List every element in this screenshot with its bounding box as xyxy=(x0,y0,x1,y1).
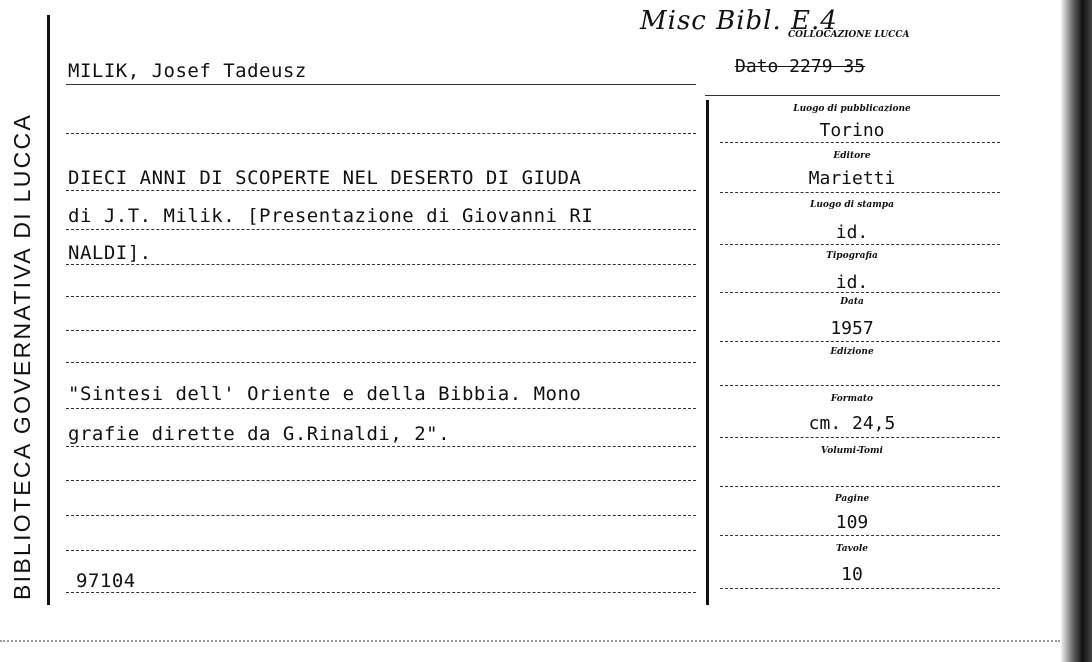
field-value-date: 1957 xyxy=(830,318,874,339)
field-rule xyxy=(720,244,1000,245)
blank-rule xyxy=(66,480,696,481)
field-label-publisher: Editore xyxy=(833,151,871,161)
inventory-number: 97104 xyxy=(76,570,136,592)
field-label-place: Luogo di pubblicazione xyxy=(793,104,911,114)
inventory-rule xyxy=(66,592,696,593)
field-value-plates: 10 xyxy=(841,564,863,585)
blank-rule xyxy=(66,515,696,516)
title-line: di J.T. Milik. [Presentazione di Giovanni RI xyxy=(68,205,594,227)
blank-rule xyxy=(66,550,696,551)
blank-rule xyxy=(66,296,696,297)
right-header-rule xyxy=(705,95,1000,96)
library-side-label xyxy=(2,20,42,610)
field-value-place: Torino xyxy=(819,120,885,141)
field-rule xyxy=(720,142,1000,143)
field-label-printer: Tipografia xyxy=(826,251,878,261)
side-label-svg xyxy=(2,20,42,610)
field-value-publisher: Marietti xyxy=(808,168,896,189)
field-rule xyxy=(720,341,1000,342)
title-line: DIECI ANNI DI SCOPERTE NEL DESERTO DI GIUDA xyxy=(68,167,582,189)
field-rule xyxy=(720,292,1000,293)
handwritten-shelfmark: Misc Bibl. E.4 xyxy=(640,6,838,36)
side-label-text: BIBLIOTECA GOVERNATIVA DI LUCCA xyxy=(9,112,35,600)
field-rule xyxy=(720,535,1000,536)
field-value-pages: 109 xyxy=(835,512,869,533)
title-rule xyxy=(66,190,696,191)
series-rule xyxy=(66,408,696,409)
field-label-volumes: Volumi-Tomi xyxy=(821,446,883,456)
field-label-print-place: Luogo di stampa xyxy=(810,200,894,210)
struck-out-date: Dato 2279 35 xyxy=(735,56,866,77)
field-label-date: Data xyxy=(840,297,864,307)
field-label-edition: Edizione xyxy=(830,347,874,357)
field-rule xyxy=(720,588,1000,589)
series-rule xyxy=(66,446,696,447)
title-rule xyxy=(66,264,696,265)
collocazione-label: COLLOCAZIONE LUCCA xyxy=(788,30,910,40)
author-rule xyxy=(66,84,696,85)
field-label-format: Formato xyxy=(830,394,874,404)
left-margin-line xyxy=(47,15,50,605)
scan-edge-shadow xyxy=(1060,0,1092,662)
column-divider xyxy=(706,100,709,605)
field-rule xyxy=(720,437,1000,438)
title-line: NALDI]. xyxy=(68,242,152,264)
field-rule xyxy=(720,486,1000,487)
field-rule xyxy=(720,385,1000,386)
blank-rule xyxy=(66,133,696,134)
field-value-print-place: id. xyxy=(835,222,869,243)
blank-rule xyxy=(66,362,696,363)
title-rule xyxy=(66,229,696,230)
scan-bottom-noise xyxy=(0,640,1060,645)
field-value-format: cm. 24,5 xyxy=(808,413,896,434)
field-label-pages: Pagine xyxy=(834,494,870,504)
series-line: "Sintesi dell' Oriente e della Bibbia. Mono xyxy=(68,383,582,405)
field-rule xyxy=(720,192,1000,193)
blank-rule xyxy=(66,330,696,331)
author-name: MILIK, Josef Tadeusz xyxy=(68,60,307,82)
field-value-printer: id. xyxy=(835,272,869,293)
series-line: grafie dirette da G.Rinaldi, 2". xyxy=(68,423,451,445)
field-label-plates: Tavole xyxy=(835,544,869,554)
